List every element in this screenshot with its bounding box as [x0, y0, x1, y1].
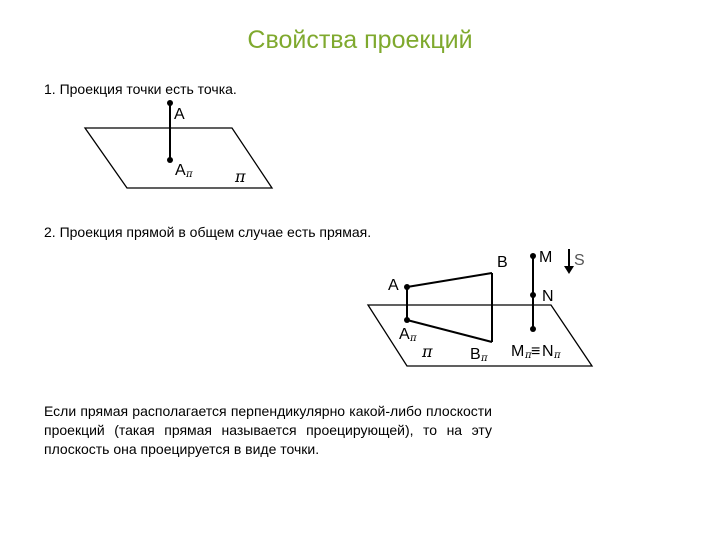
point-m	[530, 253, 536, 259]
plane-2-label: π	[422, 342, 433, 361]
coincident-n-subscript: π	[554, 350, 561, 361]
point-a	[167, 100, 173, 106]
point-n-label: N	[542, 288, 554, 305]
coincident-n-label: N	[542, 343, 554, 360]
point-b-projection-label: B	[470, 346, 481, 363]
point-b-label: B	[497, 254, 508, 271]
direction-arrow-head	[564, 266, 574, 274]
direction-label: S	[574, 252, 585, 269]
point-projection-diagram	[85, 100, 272, 188]
point-a-projection-subscript: π	[410, 333, 417, 344]
plane-1-label: π	[235, 167, 246, 186]
point-a-projection-subscript: π	[186, 169, 193, 180]
point-b-projection-subscript: π	[481, 353, 488, 364]
point-a-label: A	[388, 277, 399, 294]
point-m-label: M	[539, 249, 553, 266]
line-projection-diagram	[368, 249, 592, 366]
property-point-statement: 1. Проекция точки есть точка.	[44, 81, 237, 97]
point-a-projection-label: A	[175, 162, 186, 179]
point-a-projection-label: A	[399, 326, 410, 343]
point-a-label: A	[174, 106, 185, 123]
projecting-line-paragraph: Если прямая располагается перпендикулярно какой-либо плоскости проекций (такая прямая называется проецирующей), то на эту плоскость она проецируется в виде точки.	[44, 403, 492, 457]
coincident-symbol: ≡	[531, 343, 541, 360]
point-mn-projection	[530, 326, 536, 332]
segment-ab	[407, 273, 492, 287]
point-n	[530, 292, 536, 298]
segment-ab-projection	[407, 320, 492, 342]
slide-title: Свойства проекций	[247, 26, 473, 54]
property-line-statement: 2. Проекция прямой в общем случае есть прямая.	[44, 224, 372, 240]
point-a-projection	[404, 317, 410, 323]
point-a-projection	[167, 157, 173, 163]
point-a	[404, 284, 410, 290]
coincident-m-subscript: π	[525, 350, 532, 361]
coincident-m-label: M	[511, 343, 525, 360]
